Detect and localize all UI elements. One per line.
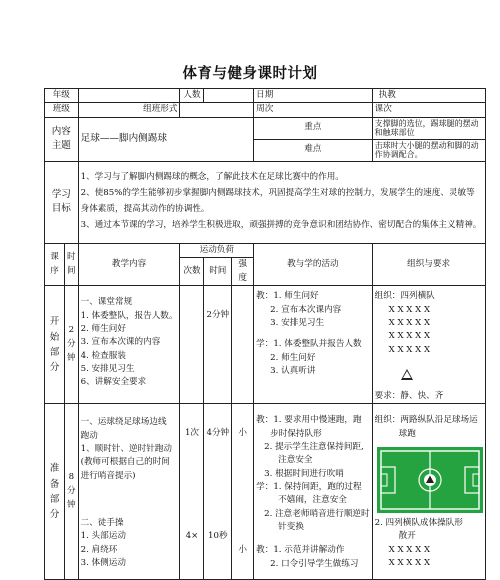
section2-time: 8分钟 (65, 404, 79, 580)
org-label: 组班形式 (78, 103, 180, 117)
lesson-plan-table (44, 88, 486, 580)
org-value (180, 103, 254, 117)
grade-value (78, 89, 180, 103)
section2-times: 1次 4× (180, 404, 204, 580)
section2-activities: 教：1. 要求用中慢速跑，跑 步时保持队形 2. 提示学生注意保持间距, 注意安全 3. 根据时间进行吹哨 学：1. 保持间距，跑的过程 不嬉闹，注意安全 2. 注意老师哨音进行顺逆时 针变换 教：1. 示范并讲解动作 2. 口令引导学生做练习 (254, 404, 372, 580)
col-intensity: 强度 (232, 257, 254, 286)
col-load: 运动负荷 (180, 243, 254, 257)
section1-activities: 教：1. 师生问好 2. 宣布本次课内容 3. 安排见习生 学：1. 体委整队并报告人数 2. 师生问好 3. 认真听讲 (254, 286, 372, 404)
teacher-cell: 执教 (372, 89, 485, 103)
content-label: 内容主题 (45, 117, 79, 161)
date-label: 日期 (254, 89, 372, 103)
football-field-diagram (377, 447, 483, 513)
count-value (204, 89, 254, 103)
key-point-text: 支撑脚的选位，踢球腿的摆动和触球部位 (372, 117, 485, 139)
section1-content: 一、课堂常规 1. 体委整队，报告人数。 2. 师生问好 3. 宣布本次课的内容 4. 检查服装 5. 安排见习生 6、讲解安全要求 (78, 286, 180, 404)
col-times: 次数 (180, 257, 204, 286)
week-label: 周次 (254, 103, 372, 117)
col-time: 时间 (65, 243, 79, 286)
section2-duration: 4分钟 10秒 (204, 404, 232, 580)
key-point-label: 重点 (254, 117, 372, 139)
section2-intensity: 小 小 (232, 404, 254, 580)
class-label: 班级 (45, 103, 79, 117)
section1-order: 开始部分 (45, 286, 65, 404)
col-activities: 教与学的活动 (254, 243, 372, 286)
teacher-triangle-icon (401, 369, 413, 380)
section1-organization: 组织：四列横队 X X X X X X X X X X X X X X X X X X X X 要求：静、快、齐 (372, 286, 485, 404)
goals-text (78, 161, 485, 243)
col-duration: 时间 (204, 257, 232, 286)
section1-intensity (232, 286, 254, 404)
section1-duration: 2分钟 (204, 286, 232, 404)
section2-order: 准备部分 (45, 404, 65, 580)
difficulty-text: 击球时大小腿的摆动和脚的动作协调配合。 (372, 139, 485, 161)
section1-times (180, 286, 204, 404)
goal-item: 2、使85%的学生能够初步掌握脚内侧踢球技术，巩固提高学生对球的控制力，发展学生的速度、灵敏等身体素质，提高其动作的协调性。 (80, 188, 475, 215)
goal-item: 1、学习与了解脚内侧踢球的概念，了解此技术在足球比赛中的作用。 (80, 172, 344, 183)
col-order: 课序 (45, 243, 65, 286)
lesson-cell: 课次 (372, 103, 485, 117)
content-topic: 足球——脚内侧踢球 (78, 117, 254, 161)
goals-label: 学习目标 (45, 161, 79, 243)
difficulty-label: 难点 (254, 139, 372, 161)
count-label: 人数 (180, 89, 204, 103)
section1-time: 2分钟 (65, 286, 79, 404)
goal-item: 3、通过本节课的学习，培养学生积极进取，顽强拼搏的竞争意识和团结协作、密切配合的集体主义精神。 (80, 220, 482, 231)
page-title: 体育与健身课时计划 (182, 65, 318, 82)
section2-organization: 组织：两路纵队沿足球场运 球跑 2. 四列横队成体操队形 散开 X X X X X X X X X X (372, 404, 485, 580)
section2-content: 一、运球绕足球场边线 跑动 1、顺时针、逆时针跑动 (教师可根据自己的时间 进行哨音提示) 二、徒手操 1. 头部运动 2. 肩绕环 3. 体侧运动 (78, 404, 180, 580)
grade-label: 年级 (45, 89, 79, 103)
col-organization: 组织与要求 (372, 243, 485, 286)
col-content: 教学内容 (78, 243, 180, 286)
